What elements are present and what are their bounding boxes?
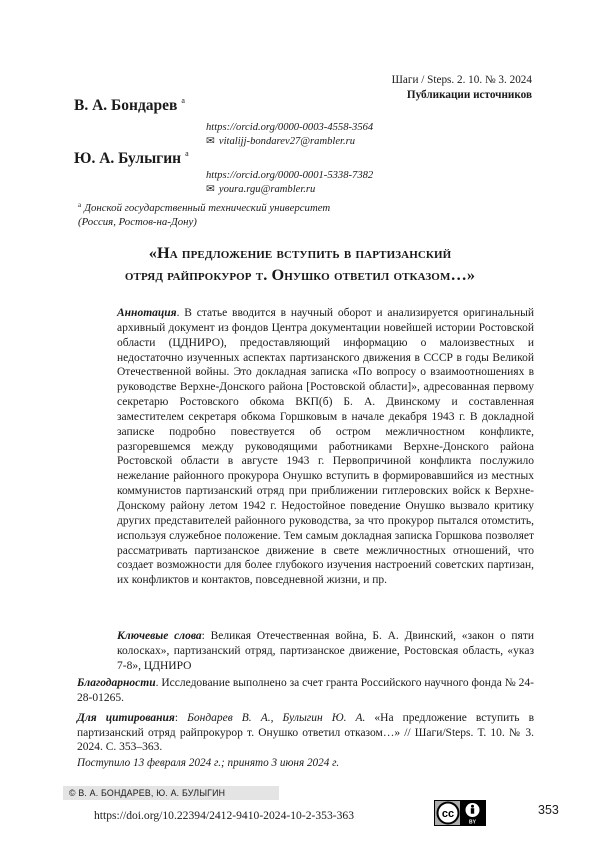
affiliation-mark: a <box>78 201 82 209</box>
author-1-contacts <box>206 121 373 148</box>
abstract-label: Аннотация <box>117 307 177 319</box>
citation-separator: : <box>174 712 188 724</box>
abstract <box>117 306 534 588</box>
acknowledgements-text: . Исследование выполнено за счет гранта Российского научного фонда № 24-28-01265. <box>77 677 534 704</box>
journal-issue: Шаги / Steps. 2. 10. № 3. 2024 <box>391 74 532 86</box>
email-icon: ✉ <box>206 183 215 195</box>
citation-authors: Бондарев В. А., Булыгин Ю. А. <box>187 712 366 724</box>
author-name-2: Ю. А. Булыгин $^a$ <box>74 149 189 167</box>
abstract-text: . В статье вводится в научный оборот и анализируется оригинальный архивный документ из фондов Центра документации новейшей истории Ростовской области (ЦДНИРО), предоставляющий информацию о малоизвестных и недостаточно изученных аспектах партизанского движения в СССР в годы Великой Отечественной войны. Это докладная записка «По вопросу о взаимоотношениях в руководстве Верхне-Донского района [Ростовской области]», адресованная первому секретарю Ростовского обкома ВКП(б) Б. А. Двинскому и составленная заместителем секретаря обкома Горшковым в начале декабря 1943 г. В докладной записке подробно повествуется об остром межличностном конфликте, разгоревшемся между руководящими работниками Верхне-Донского района Ростовской области в августе 1943 г. Первопричиной конфликта послужило нежелание районного прокурора Онушко вступить в формировавшийся из местных коммунистов партизанский отряд при приближении гитлеровских войск к Верхне-Донскому району летом 1942 г. Недостойное поведение Онушко вызвало критику других представителей районного руководства, за что прокурор пытался отомстить, используя служебное положение. Тем самым докладная записка Горшкова позволяет рассматривать партизанское движение в свете межличностных отношений, что создает возможности для более глубокого изучения настроений советских партизан, их конфликтов и контактов, повседневной жизни, и пр. <box>117 307 534 587</box>
citation-label: Для цитирования <box>77 712 175 724</box>
section-name: Публикации источников <box>406 89 532 101</box>
citation-text: «На предложение вступить в партизанский отряд райпрокурор т. Онушко ответил отказом…» // Шаги/Steps. Т. 10. № 3. 2024. С. 353–363. <box>77 712 535 754</box>
acknowledgements <box>77 676 534 705</box>
cc-by-license-icon[interactable] <box>434 800 486 826</box>
keywords <box>117 629 534 674</box>
title-line-1: «На предложение вступить в партизанский <box>148 243 452 262</box>
keywords-text: : Великая Отечественная война, Б. А. Двинский, «закон о пяти колосках», партизанский отряд, партизанское движение, Ростовская область, «указ 7-8», ЦДНИРО <box>117 630 534 672</box>
page-number: 353 <box>538 803 559 817</box>
copyright-bar: © В. А. БОНДАРЕВ, Ю. А. БУЛЫГИН <box>63 786 279 800</box>
author-1-email-link[interactable]: vitalijj-bondarev27@rambler.ru <box>218 135 356 147</box>
author-2-contacts <box>206 169 373 196</box>
svg-text:cc: cc <box>441 808 455 820</box>
author-name-1: В. А. Бондарев $^a$ <box>74 96 185 114</box>
affiliation-line-2: (Россия, Ростов-на-Дону) <box>78 216 197 228</box>
keywords-label: Ключевые слова <box>117 630 202 642</box>
affiliation-line-1: Донской государственный технический университет <box>84 202 331 214</box>
affiliation <box>78 198 330 229</box>
doi-link[interactable]: https://doi.org/10.22394/2412-9410-2024-10-2-353-363 <box>94 809 354 822</box>
acknowledgements-label: Благодарности <box>77 677 156 689</box>
citation <box>77 711 534 755</box>
email-icon: ✉ <box>206 135 215 147</box>
author-1-affil-mark: a <box>181 96 185 105</box>
svg-text:BY: BY <box>469 819 476 826</box>
author-1-orcid-link[interactable]: https://orcid.org/0000-0003-4558-3564 <box>206 122 374 133</box>
author-2-orcid-link[interactable]: https://orcid.org/0000-0001-5338-7382 <box>206 170 374 181</box>
article-title <box>40 242 560 286</box>
journal-header <box>392 73 532 103</box>
author-2-affil-mark: a <box>185 149 189 158</box>
title-line-2: отряд райпрокурор т. Онушко ответил отказом…» <box>124 265 476 284</box>
received-dates: Поступило 13 февраля 2024 г.; принято 3 июня 2024 г. <box>77 757 340 769</box>
author-2-email-link[interactable]: youra.rgu@rambler.ru <box>218 183 316 195</box>
